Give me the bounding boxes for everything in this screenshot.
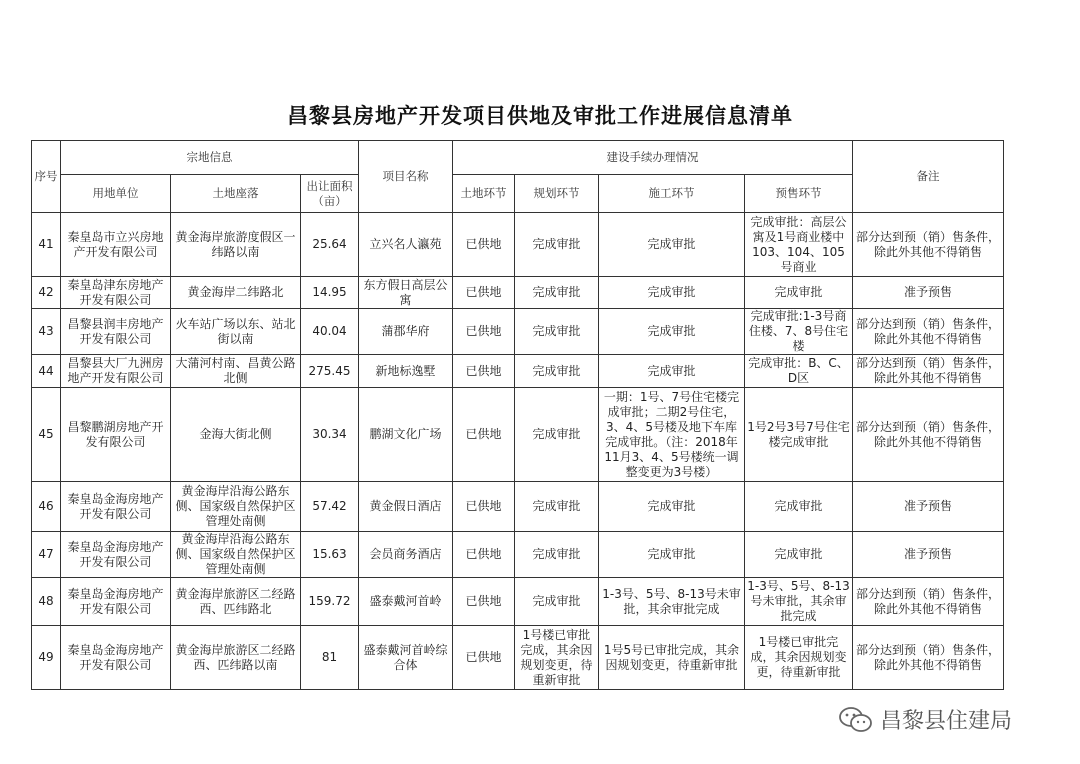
cell-user: 秦皇岛市立兴房地产开发有限公司 [61, 213, 171, 277]
cell-seq: 46 [32, 482, 61, 532]
cell-user: 秦皇岛津东房地产开发有限公司 [61, 277, 171, 309]
cell-seq: 43 [32, 309, 61, 355]
cell-presale: 1号2号3号7号住宅楼完成审批 [745, 388, 853, 482]
wechat-icon [838, 706, 874, 734]
cell-seq: 48 [32, 578, 61, 626]
cell-project: 黄金假日酒店 [359, 482, 453, 532]
cell-construction: 完成审批 [599, 355, 745, 388]
cell-seq: 49 [32, 626, 61, 690]
table-row [32, 578, 1004, 626]
cell-presale: 1号楼已审批完成，其余因规划变更，待重新审批 [745, 626, 853, 690]
header-location: 土地座落 [171, 175, 301, 213]
cell-location: 黄金海岸旅游区二经路西、匹纬路北 [171, 578, 301, 626]
cell-remarks: 部分达到预（销）售条件，除此外其他不得销售 [853, 355, 1004, 388]
cell-land: 已供地 [453, 277, 515, 309]
cell-remarks: 准予预售 [853, 532, 1004, 578]
cell-area: 275.45 [301, 355, 359, 388]
cell-planning: 完成审批 [515, 309, 599, 355]
cell-user: 秦皇岛金海房地产开发有限公司 [61, 626, 171, 690]
cell-land: 已供地 [453, 388, 515, 482]
table-row [32, 388, 1004, 482]
cell-construction: 完成审批 [599, 213, 745, 277]
cell-location: 金海大街北侧 [171, 388, 301, 482]
cell-location: 黄金海岸二纬路北 [171, 277, 301, 309]
cell-presale: 完成审批 [745, 532, 853, 578]
header-planning: 规划环节 [515, 175, 599, 213]
cell-land: 已供地 [453, 482, 515, 532]
cell-presale: 完成审批 [745, 277, 853, 309]
cell-remarks: 部分达到预（销）售条件，除此外其他不得销售 [853, 213, 1004, 277]
cell-seq: 47 [32, 532, 61, 578]
progress-table [31, 140, 1004, 690]
cell-location: 黄金海岸沿海公路东侧、国家级自然保护区管理处南侧 [171, 532, 301, 578]
header-project: 项目名称 [359, 141, 453, 213]
cell-planning: 完成审批 [515, 213, 599, 277]
cell-project: 鹏湖文化广场 [359, 388, 453, 482]
cell-project: 盛泰戴河首岭综合体 [359, 626, 453, 690]
cell-presale: 完成审批:1-3号商住楼、7、8号住宅楼 [745, 309, 853, 355]
cell-project: 东方假日高层公寓 [359, 277, 453, 309]
cell-location: 火车站广场以东、站北街以南 [171, 309, 301, 355]
cell-planning: 完成审批 [515, 355, 599, 388]
cell-presale: 完成审批 [745, 482, 853, 532]
cell-project: 会员商务酒店 [359, 532, 453, 578]
cell-location: 黄金海岸旅游度假区一纬路以南 [171, 213, 301, 277]
cell-user: 昌黎县润丰房地产开发有限公司 [61, 309, 171, 355]
header-land-info: 宗地信息 [61, 141, 359, 175]
cell-area: 159.72 [301, 578, 359, 626]
cell-planning: 1号楼已审批完成，其余因规划变更，待重新审批 [515, 626, 599, 690]
cell-remarks: 部分达到预（销）售条件，除此外其他不得销售 [853, 578, 1004, 626]
cell-planning: 完成审批 [515, 532, 599, 578]
table-row [32, 277, 1004, 309]
header-land: 土地环节 [453, 175, 515, 213]
cell-construction: 1号5号已审批完成，其余因规划变更，待重新审批 [599, 626, 745, 690]
header-construction: 施工环节 [599, 175, 745, 213]
cell-construction: 完成审批 [599, 532, 745, 578]
cell-location: 大蒲河村南、昌黄公路北侧 [171, 355, 301, 388]
cell-seq: 45 [32, 388, 61, 482]
cell-remarks: 部分达到预（销）售条件，除此外其他不得销售 [853, 388, 1004, 482]
cell-area: 30.34 [301, 388, 359, 482]
cell-area: 14.95 [301, 277, 359, 309]
cell-location: 黄金海岸沿海公路东侧、国家级自然保护区管理处南侧 [171, 482, 301, 532]
cell-land: 已供地 [453, 213, 515, 277]
table-row [32, 355, 1004, 388]
cell-remarks: 部分达到预（销）售条件，除此外其他不得销售 [853, 309, 1004, 355]
cell-project: 蒲郡华府 [359, 309, 453, 355]
cell-remarks: 部分达到预（销）售条件，除此外其他不得销售 [853, 626, 1004, 690]
table-row [32, 213, 1004, 277]
cell-user: 秦皇岛金海房地产开发有限公司 [61, 578, 171, 626]
cell-area: 57.42 [301, 482, 359, 532]
header-user: 用地单位 [61, 175, 171, 213]
cell-construction: 完成审批 [599, 309, 745, 355]
table-row [32, 626, 1004, 690]
cell-seq: 44 [32, 355, 61, 388]
table-row [32, 482, 1004, 532]
cell-seq: 41 [32, 213, 61, 277]
header-seq: 序号 [32, 141, 61, 213]
page-title: 昌黎县房地产开发项目供地及审批工作进展信息清单 [287, 104, 793, 128]
cell-construction: 完成审批 [599, 482, 745, 532]
header-area: 出让面积（亩） [301, 175, 359, 213]
header-remarks: 备注 [853, 141, 1004, 213]
cell-planning: 完成审批 [515, 482, 599, 532]
watermark-text: 昌黎县住建局 [880, 709, 1013, 734]
cell-planning: 完成审批 [515, 277, 599, 309]
cell-seq: 42 [32, 277, 61, 309]
cell-user: 秦皇岛金海房地产开发有限公司 [61, 532, 171, 578]
watermark [838, 704, 1012, 735]
header-presale: 预售环节 [745, 175, 853, 213]
cell-area: 15.63 [301, 532, 359, 578]
cell-planning: 完成审批 [515, 578, 599, 626]
cell-user: 昌黎鹏湖房地产开发有限公司 [61, 388, 171, 482]
cell-location: 黄金海岸旅游区二经路西、匹纬路以南 [171, 626, 301, 690]
cell-user: 昌黎县大厂九洲房地产开发有限公司 [61, 355, 171, 388]
cell-user: 秦皇岛金海房地产开发有限公司 [61, 482, 171, 532]
cell-planning: 完成审批 [515, 388, 599, 482]
table-row [32, 309, 1004, 355]
cell-area: 25.64 [301, 213, 359, 277]
cell-presale: 完成审批：B、C、D区 [745, 355, 853, 388]
cell-presale: 1-3号、5号、8-13号未审批，其余审批完成 [745, 578, 853, 626]
cell-land: 已供地 [453, 309, 515, 355]
cell-land: 已供地 [453, 626, 515, 690]
cell-project: 新地标逸墅 [359, 355, 453, 388]
cell-land: 已供地 [453, 355, 515, 388]
cell-construction: 1-3号、5号、8-13号未审批，其余审批完成 [599, 578, 745, 626]
cell-land: 已供地 [453, 578, 515, 626]
cell-construction: 一期：1号、7号住宅楼完成审批；二期2号住宅，3、4、5号楼及地下车库完成审批。（注：2018年11月3、4、5号楼统一调整变更为3号楼） [599, 388, 745, 482]
cell-presale: 完成审批：高层公寓及1号商业楼中103、104、105号商业 [745, 213, 853, 277]
cell-project: 立兴名人瀛苑 [359, 213, 453, 277]
cell-remarks: 准予预售 [853, 277, 1004, 309]
cell-construction: 完成审批 [599, 277, 745, 309]
cell-area: 81 [301, 626, 359, 690]
header-procedures: 建设手续办理情况 [453, 141, 853, 175]
cell-project: 盛泰戴河首岭 [359, 578, 453, 626]
cell-land: 已供地 [453, 532, 515, 578]
cell-area: 40.04 [301, 309, 359, 355]
cell-remarks: 准予预售 [853, 482, 1004, 532]
table-row [32, 532, 1004, 578]
